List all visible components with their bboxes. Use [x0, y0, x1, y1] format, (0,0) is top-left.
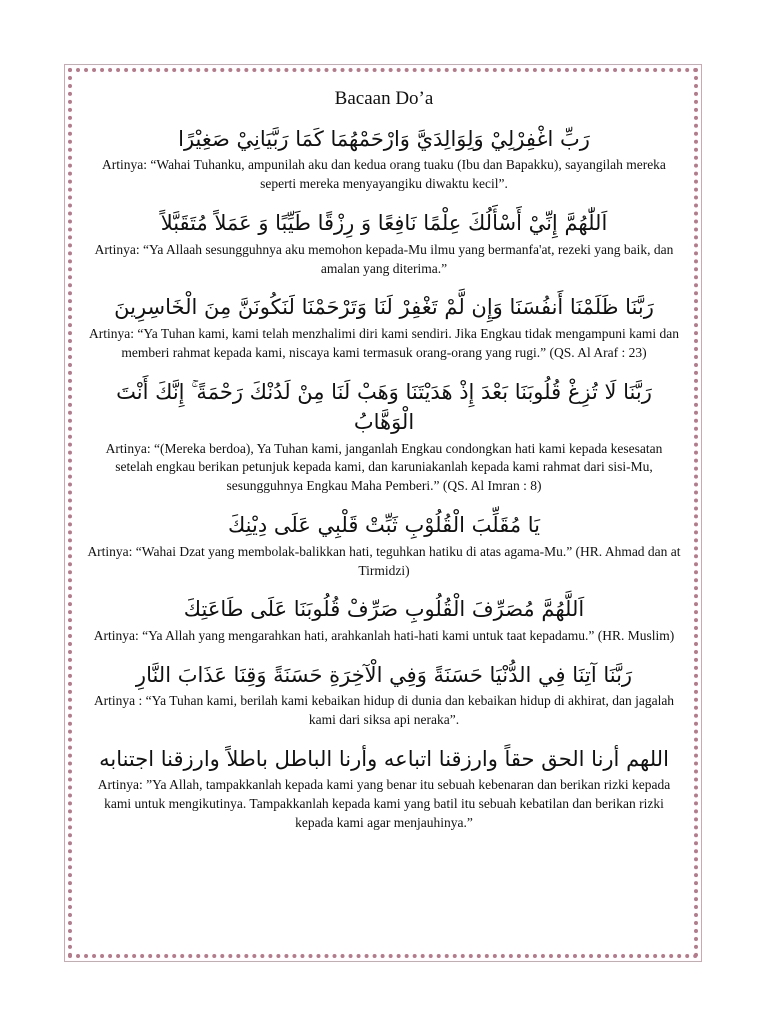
prayer-block [86, 124, 682, 194]
prayer-translation: Artinya: “Ya Allah yang mengarahkan hati, arahkanlah hati-hati kami untuk taat kepadamu.” (HR. Muslim) [93, 627, 675, 643]
prayer-block [86, 510, 682, 580]
arabic-prayer-text: رَبَّنَا لَا تُزِغْ قُلُوبَنَا بَعْدَ إِذْ هَدَيْتَنَا وَهَبْ لَنَا مِنْ لَدُنْكَ رَحْمَةً ۚ إِنَّكَ أَنْتَ الْوَهَّابُ [116, 379, 652, 435]
prayer-translation: Artinya: ”Ya Allah, tampakkanlah kepada kami yang benar itu sebuah kebenaran dan berikan rizki kepada kami untuk mengikutinya. Tampakkanlah kepada kami yang batil itu sebuah kebatilan dan berikan rizki kepada kami agar menjauhinya.” [97, 777, 671, 831]
prayer-block [86, 744, 682, 833]
prayer-block [86, 660, 682, 730]
arabic-prayer-text: اَللَّهُمَّ مُصَرِّفَ الْقُلُوبِ صَرِّفْ قُلُوبَنَا عَلَى طَاعَتِكَ [183, 597, 585, 622]
prayer-translation: Artinya : “Ya Tuhan kami, berilah kami kebaikan hidup di dunia dan kebaikan hidup di akhirat, dan jagalah kami dari siksa api neraka”. [93, 693, 675, 728]
document-title: Bacaan Do’a [334, 88, 434, 109]
prayer-block [86, 377, 682, 497]
arabic-prayer-text: اَللّٰهُمَّ إِنِّيْ أَسْأَلُكَ عِلْمًا نَافِعًا وَ رِزْقًا طَيِّبًا وَ عَمَلاً مُتَقَبَّلاً [160, 211, 608, 236]
arabic-prayer-text: رَبَّنَا آتِنَا فِي الدُّنْيَا حَسَنَةً وَفِي الْآخِرَةِ حَسَنَةً وَقِنَا عَذَابَ النَّارِ [135, 662, 633, 687]
prayer-translation: Artinya: “Ya Tuhan kami, kami telah menzhalimi diri kami sendiri. Jika Engkau tidak mengampuni kami dan memberi rahmat kepada kami, niscaya kami termasuk orang-orang yang rugi.” (QS. Al Araf : 23) [89, 325, 679, 360]
prayer-translation: Artinya: “Wahai Dzat yang membolak-balikkan hati, teguhkan hatiku di atas agama-Mu.” (HR. Ahmad dan at Tirmidzi) [87, 543, 681, 578]
arabic-prayer-text: رَبَّنَا ظَلَمْنَا أَنفُسَنَا وَإِن لَّمْ تَغْفِرْ لَنَا وَتَرْحَمْنَا لَنَكُونَنَّ مِنَ الْخَاسِرِينَ [114, 295, 654, 320]
prayer-translation: Artinya: “Ya Allaah sesungguhnya aku memohon kepada-Mu ilmu yang bermanfa'at, rezeki yang baik, dan amalan yang diterima.” [94, 241, 674, 276]
prayer-block [86, 292, 682, 362]
prayer-translation: Artinya: “(Mereka berdoa), Ya Tuhan kami, janganlah Engkau condongkan hati kami kepada kesesatan setelah engkau berikan petunjuk kepada kami, dan karuniakanlah kepada kami rahmat dari sisi-Mu, sesungguhnya Engkau Maha Pemberi.” (QS. Al Imran : 8) [105, 440, 663, 494]
prayer-block [86, 594, 682, 645]
prayer-block [86, 208, 682, 278]
document-content [86, 88, 682, 847]
arabic-prayer-text: اللهم أرنا الحق حقاً وارزقنا اتباعه وأرنا الباطل باطلاً وارزقنا اجتنابه [99, 746, 669, 771]
arabic-prayer-text: يَا مُقَلِّبَ الْقُلُوْبِ ثَبِّتْ قَلْبِي عَلَى دِيْنِكَ [227, 513, 541, 538]
prayer-translation: Artinya: “Wahai Tuhanku, ampunilah aku dan kedua orang tuaku (Ibu dan Bapakku), sayangilah mereka seperti mereka menyayangiku diwaktu kecil”. [102, 157, 666, 192]
arabic-prayer-text: رَبِّ اغْفِرْلِيْ وَلِوَالِدَيَّ وَارْحَمْهُمَا كَمَا رَبَّيَانِيْ صَغِيْرًا [178, 127, 590, 151]
